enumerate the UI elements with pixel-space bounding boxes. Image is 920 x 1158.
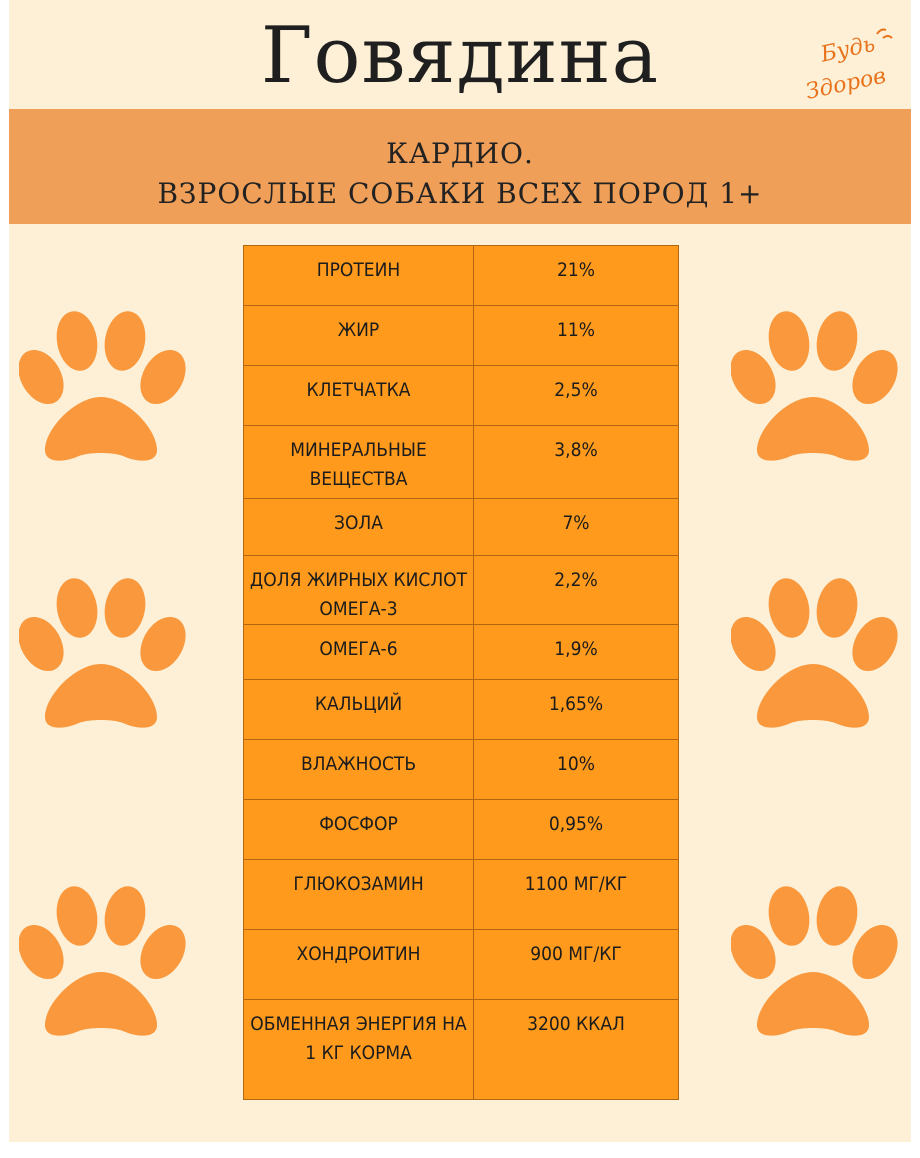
nutrient-value: 3,8% (474, 426, 679, 499)
nutrient-value: 1,65% (474, 680, 679, 740)
paw-print-icon (731, 572, 901, 732)
nutrient-value: 2,2% (474, 556, 679, 625)
nutrient-value: 3200 ККАЛ (474, 1000, 679, 1100)
nutrient-name: ДОЛЯ ЖИРНЫХ КИСЛОТ ОМЕГА-3 (244, 556, 474, 625)
nutrient-value: 2,5% (474, 366, 679, 426)
nutrient-name: ОМЕГА-6 (244, 625, 474, 680)
subtitle-banner (9, 109, 911, 224)
table-row (244, 860, 679, 930)
table-row (244, 426, 679, 499)
paw-print-icon (19, 572, 189, 732)
nutrient-value: 21% (474, 246, 679, 306)
brand-logo (799, 22, 899, 112)
nutrient-name: ПРОТЕИН (244, 246, 474, 306)
paw-print-icon (19, 305, 189, 465)
nutrient-value: 0,95% (474, 800, 679, 860)
table-row (244, 930, 679, 1000)
paw-print-icon (731, 880, 901, 1040)
nutrient-name: ХОНДРОИТИН (244, 930, 474, 1000)
nutrient-name: ОБМЕННАЯ ЭНЕРГИЯ НА 1 КГ КОРМА (244, 1000, 474, 1100)
logo-line-2: Здоров (803, 63, 889, 105)
nutrition-table (243, 245, 679, 1100)
nutrient-name: КАЛЬЦИЙ (244, 680, 474, 740)
nutrient-value: 7% (474, 499, 679, 556)
nutrient-value: 1100 МГ/КГ (474, 860, 679, 930)
table-row (244, 556, 679, 625)
nutrient-name: ЗОЛА (244, 499, 474, 556)
page (9, 0, 911, 1142)
nutrient-name: ЖИР (244, 306, 474, 366)
table-row (244, 306, 679, 366)
logo-line-1: Будь (818, 31, 878, 68)
table-row (244, 246, 679, 306)
nutrient-value: 900 МГ/КГ (474, 930, 679, 1000)
nutrient-name: ФОСФОР (244, 800, 474, 860)
page-title: Говядина (260, 11, 660, 101)
banner-line-1: КАРДИО. (386, 137, 534, 170)
nutrient-name: ГЛЮКОЗАМИН (244, 860, 474, 930)
table-row (244, 625, 679, 680)
nutrient-value: 1,9% (474, 625, 679, 680)
paw-print-icon (731, 305, 901, 465)
nutrient-name: МИНЕРАЛЬНЫЕ ВЕЩЕСТВА (244, 426, 474, 499)
nutrient-value: 11% (474, 306, 679, 366)
table-row (244, 800, 679, 860)
table-row (244, 680, 679, 740)
table-row (244, 366, 679, 426)
table-row (244, 1000, 679, 1100)
banner-line-2: ВЗРОСЛЫЕ СОБАКИ ВСЕХ ПОРОД 1+ (157, 177, 763, 210)
table-row (244, 499, 679, 556)
table-row (244, 740, 679, 800)
paw-print-icon (19, 880, 189, 1040)
nutrient-name: ВЛАЖНОСТЬ (244, 740, 474, 800)
nutrient-name: КЛЕТЧАТКА (244, 366, 474, 426)
nutrient-value: 10% (474, 740, 679, 800)
